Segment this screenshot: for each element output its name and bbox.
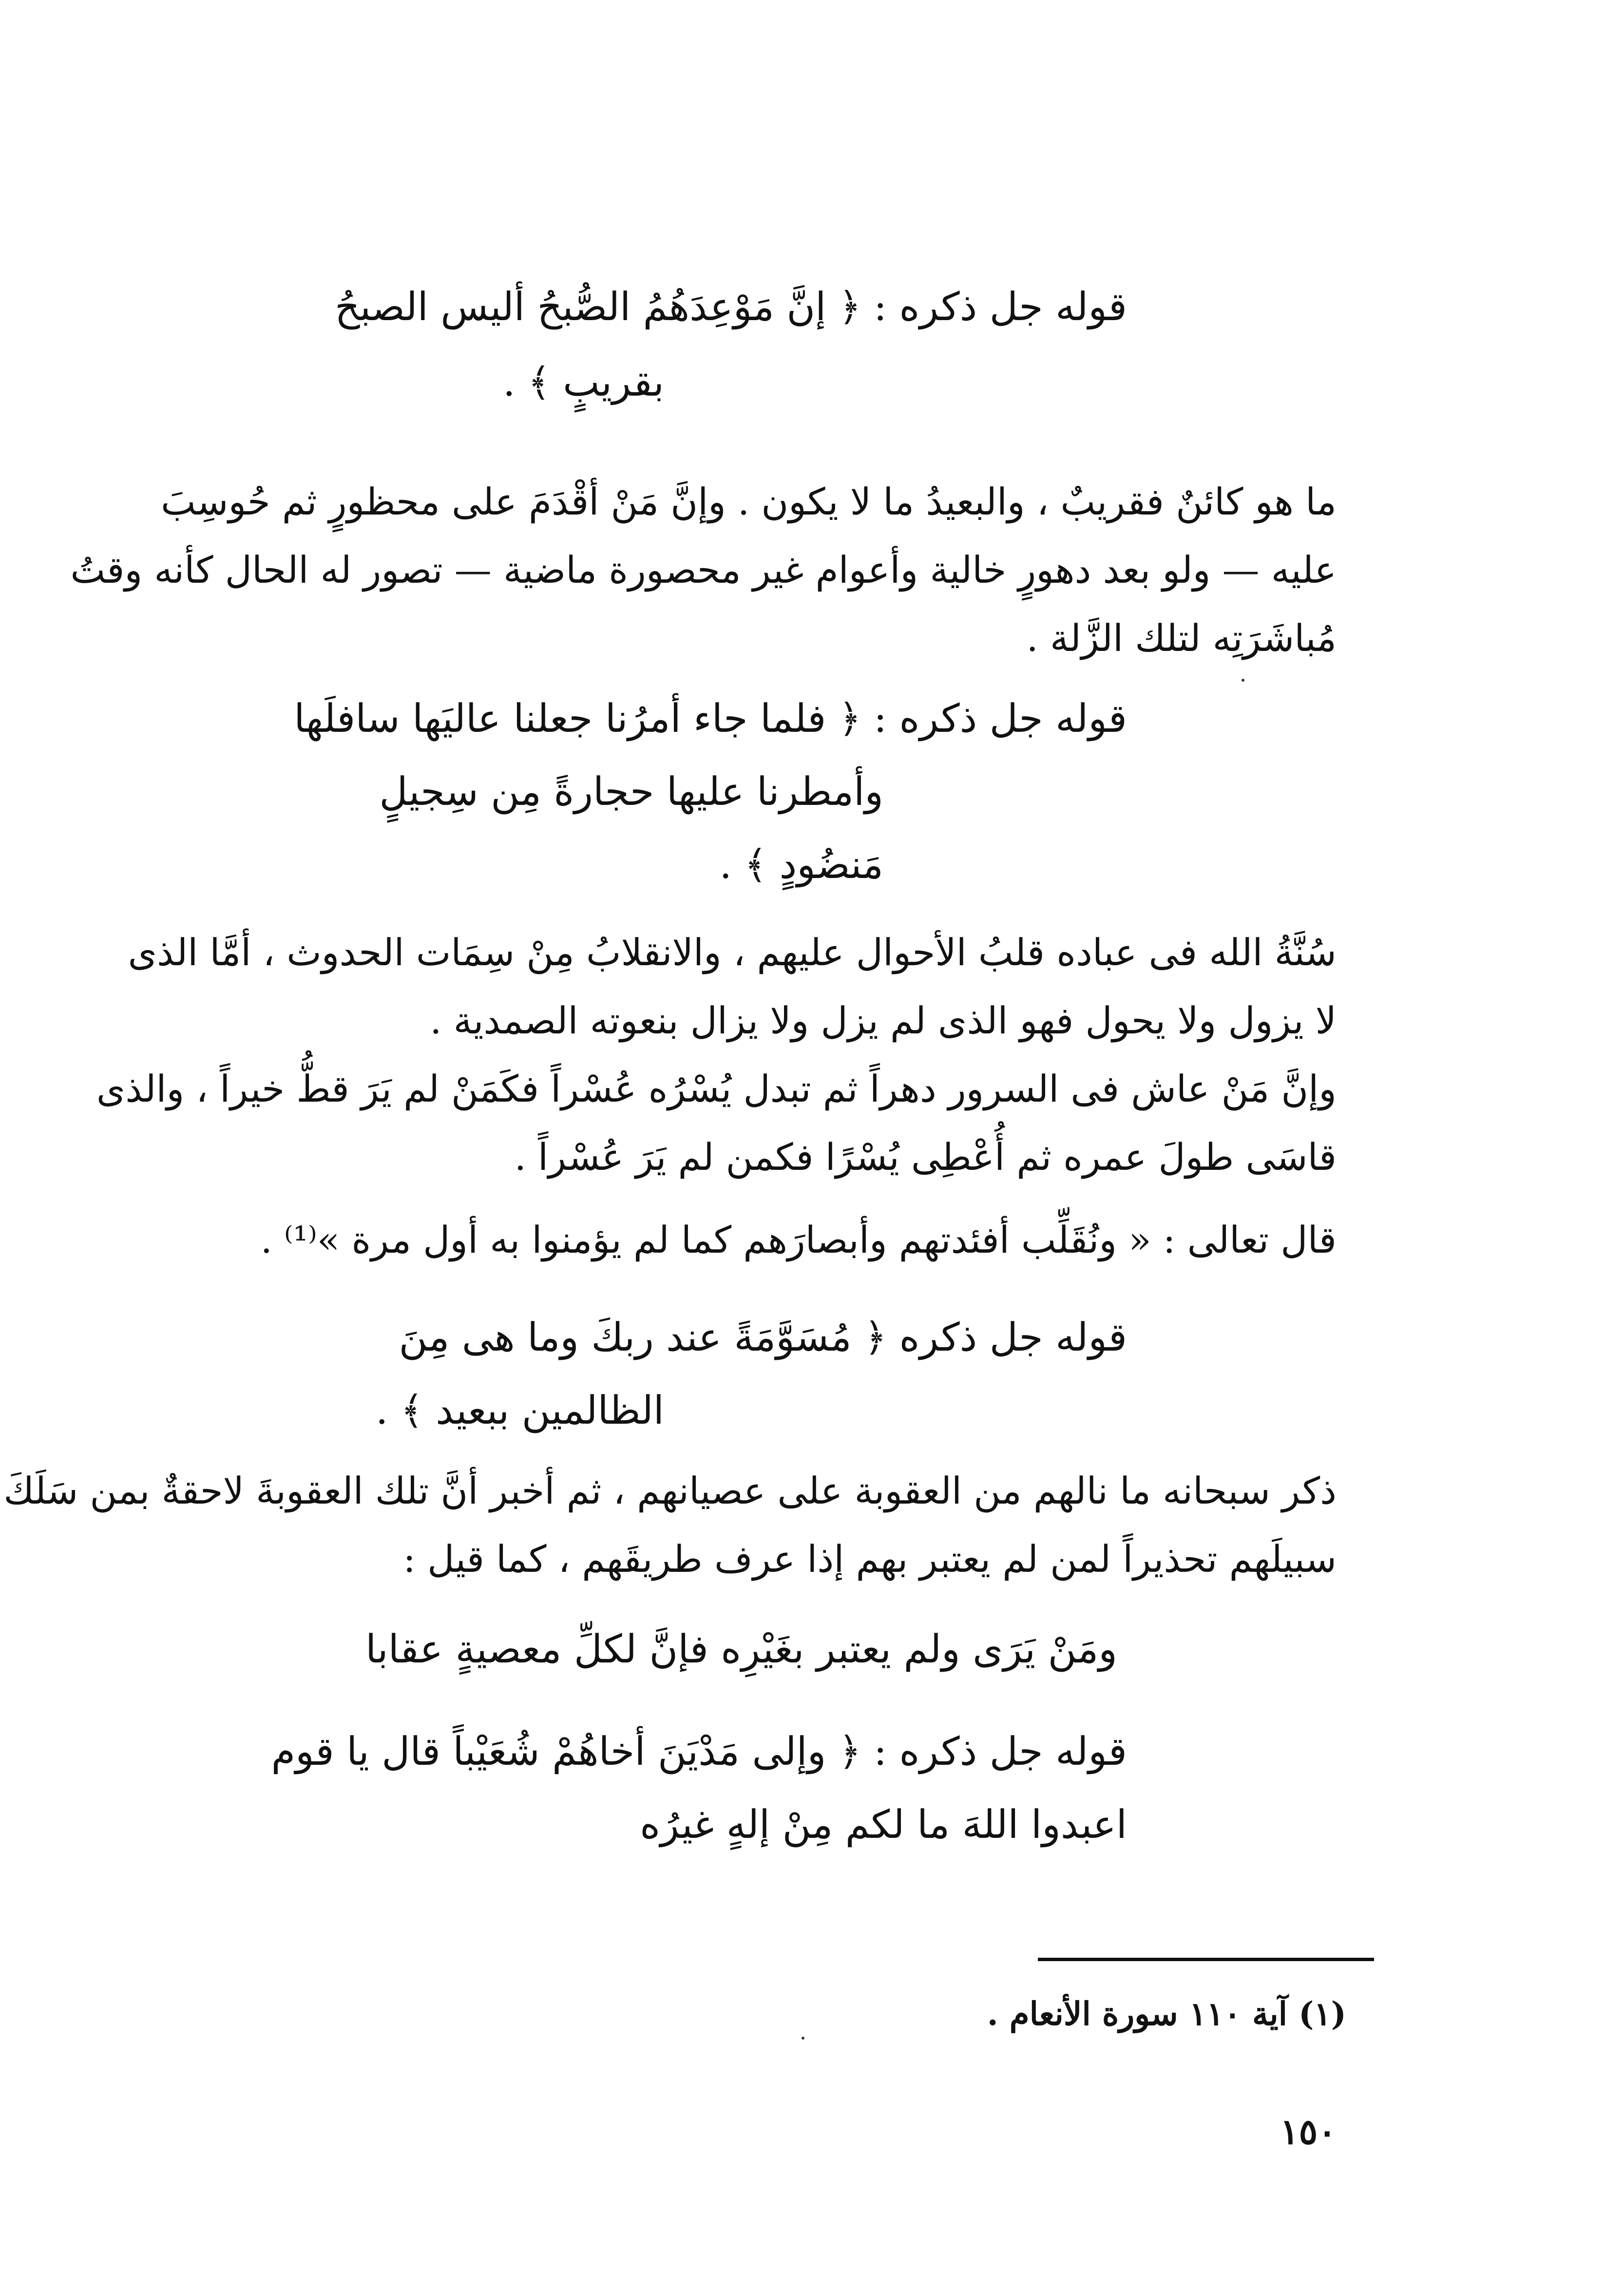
commentary-line: سبيلَهم تحذيراً لمن لم يعتبر بهم إذا عرف طريقَهم ، كما قيل :: [403, 1537, 1337, 1581]
quran-citation-line: قال تعالى : « ونُقَلِّب أفئدتهم وأبصارَهم كما لم يؤمنوا به أول مرة »⁽¹⁾ .: [260, 1218, 1337, 1261]
verse-heading: قوله جل ذكره : ﴿ إنَّ مَوْعِدَهُمُ الصُّبحُ أليس الصبحُ: [335, 284, 1127, 329]
footnote-divider: [1038, 1958, 1374, 1961]
poetry-verse: ومَنْ يَرَى ولم يعتبر بغَيْرِه فإنَّ لكلِّ معصيةٍ عقابا: [365, 1626, 1117, 1672]
verse-heading-continuation: وأمطرنا عليها حجارةً مِن سِجيلٍ: [379, 769, 883, 814]
verse-heading: قوله جل ذكره ﴿ مُسَوَّمَةً عند ربكَ وما هى مِنَ: [399, 1315, 1127, 1360]
commentary-line: سُنَّةُ الله فى عباده قلبُ الأحوال عليهم ، والانقلابُ مِنْ سِمَات الحدوث ، أمَّا الذى: [128, 931, 1337, 974]
verse-heading-continuation: بقريبٍ ﴾ .: [503, 360, 664, 405]
verse-heading-continuation: الظالمين ببعيد ﴾ .: [376, 1388, 664, 1433]
verse-heading-continuation: مَنضُودٍ ﴾ .: [719, 842, 883, 887]
footnote: (١) آية ١١٠ سورة الأنعام .: [987, 1995, 1346, 2033]
commentary-line: ما هو كائنٌ فقريبٌ ، والبعيدُ ما لا يكون . وإنَّ مَنْ أقْدَمَ على محظورٍ ثم حُوسِبَ: [161, 480, 1337, 523]
commentary-line: وإنَّ مَنْ عاش فى السرور دهراً ثم تبدل يُسْرُه عُسْراً فكَمَنْ لم يَرَ قطُّ خيراً ، والذى: [96, 1067, 1337, 1110]
commentary-line: مُباشَرَتِه لتلك الزَّلة .: [1026, 616, 1337, 660]
scan-speck: [1242, 679, 1244, 682]
commentary-line: ذكر سبحانه ما نالهم من العقوبة على عصيانهم ، ثم أخبر أنَّ تلك العقوبةَ لاحقةٌ بمن سَلَكَ: [3, 1469, 1337, 1512]
verse-heading-continuation: اعبدوا اللهَ ما لكم مِنْ إلهٍ غيرُه: [640, 1802, 1127, 1847]
scan-speck: [802, 2037, 804, 2040]
page-number: ١٥٠: [1280, 2111, 1337, 2152]
commentary-line: قاسَى طولَ عمره ثم أُعْطِى يُسْرًا فكمن لم يَرَ عُسْراً .: [514, 1135, 1337, 1179]
verse-heading: قوله جل ذكره : ﴿ وإلى مَدْيَنَ أخاهُمْ شُعَيْباً قال يا قوم: [271, 1729, 1127, 1774]
commentary-line: لا يزول ولا يحول فهو الذى لم يزل ولا يزال بنعوته الصمدية .: [430, 999, 1337, 1042]
verse-heading: قوله جل ذكره : ﴿ فلما جاء أمرُنا جعلنا عاليَها سافلَها: [294, 696, 1127, 741]
commentary-line: عليه — ولو بعد دهورٍ خالية وأعوام غير محصورة ماضية — تصور له الحال كأنه وقتُ: [70, 548, 1337, 592]
